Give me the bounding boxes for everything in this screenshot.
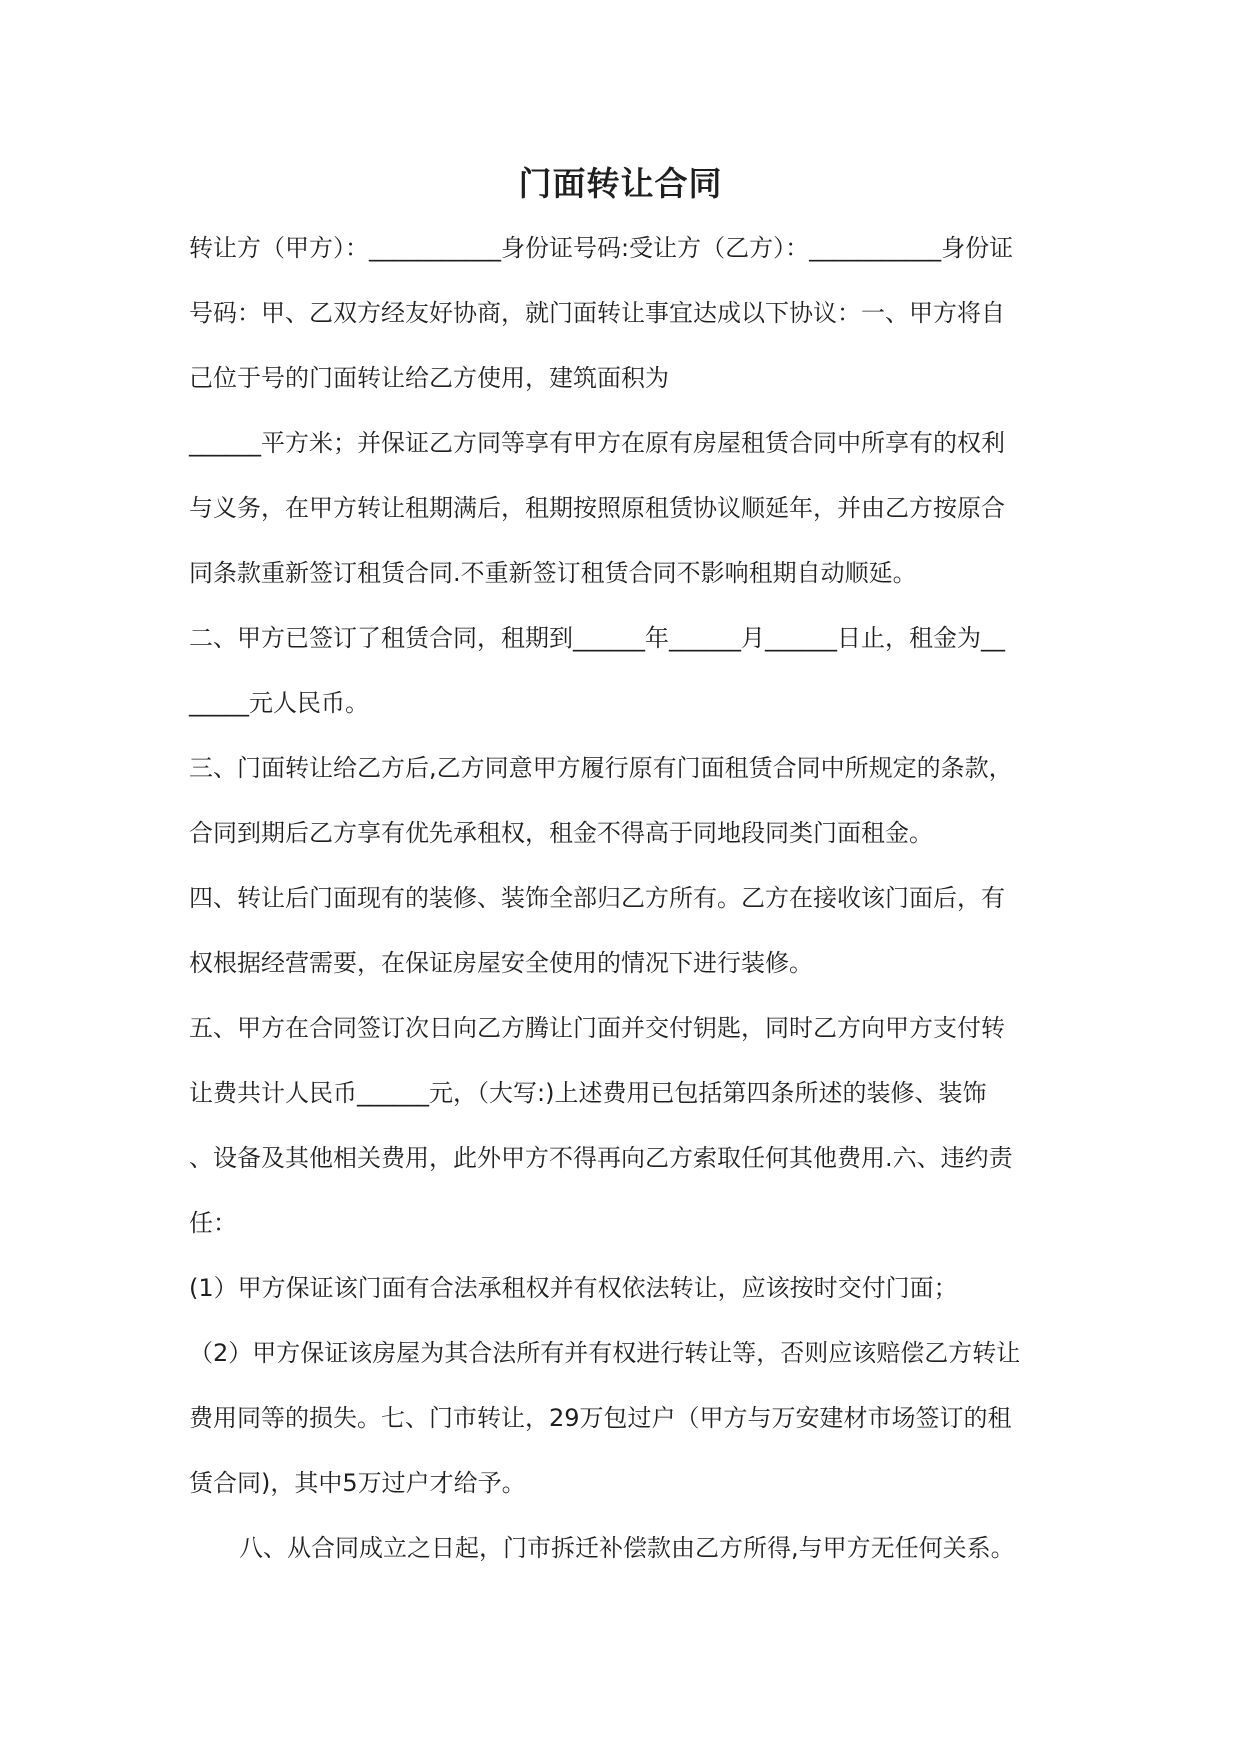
body-line-16: 任： (189, 1209, 237, 1237)
body-line-10: 合同到期后乙方享有优先承租权，租金不得高于同地段同类门面租金。 (189, 819, 933, 847)
body-line-15: 、设备及其他相关费用，此外甲方不得再向乙方索取任何其他费用.六、违约责 (189, 1144, 1013, 1172)
body-line-21: 八、从合同成立之日起，门市拆迁补偿款由乙方所得,与甲方无任何关系。 (239, 1534, 1015, 1562)
body-line-8: _____元人民币。 (189, 689, 369, 717)
body-line-19: 费用同等的损失。七、门市转让，29万包过户（甲方与万安建材市场签订的租 (189, 1404, 1012, 1432)
body-line-5: 与义务，在甲方转让租期满后，租期按照原租赁协议顺延年，并由乙方按原合 (189, 494, 1005, 522)
body-line-7: 二、甲方已签订了租赁合同，租期到______年______月______日止，租金为__ (189, 624, 1005, 652)
body-line-1: 转让方（甲方）：___________身份证号码:受让方（乙方）：___________身份证 (189, 234, 1014, 262)
body-line-17: (1）甲方保证该门面有合法承租权并有权依法转让，应该按时交付门面； (189, 1274, 958, 1302)
body-line-20: 赁合同)，其中5万过户才给予。 (189, 1469, 526, 1497)
body-line-12: 权根据经营需要，在保证房屋安全使用的情况下进行装修。 (189, 949, 813, 977)
body-line-13: 五、甲方在合同签订次日向乙方腾让门面并交付钥匙，同时乙方向甲方支付转 (189, 1014, 1005, 1042)
document-title: 门面转让合同 (518, 164, 723, 203)
body-line-2: 号码：甲、乙双方经友好协商，就门面转让事宜达成以下协议：一、甲方将自 (189, 299, 1005, 327)
body-line-11: 四、转让后门面现有的装修、装饰全部归乙方所有。乙方在接收该门面后，有 (189, 884, 1005, 912)
body-line-6: 同条款重新签订租赁合同.不重新签订租赁合同不影响租期自动顺延。 (189, 559, 917, 587)
body-line-3: 己位于号的门面转让给乙方使用，建筑面积为 (189, 364, 669, 392)
body-line-4: ______平方米；并保证乙方同等享有甲方在原有房屋租赁合同中所享有的权利 (189, 429, 1005, 457)
body-line-14: 让费共计人民币______元，（大写:)上述费用已包括第四条所述的装修、装饰 (189, 1079, 987, 1107)
body-line-18: （2）甲方保证该房屋为其合法所有并有权进行转让等，否则应该赔偿乙方转让 (189, 1339, 1021, 1367)
body-line-9: 三、门面转让给乙方后,乙方同意甲方履行原有门面租赁合同中所规定的条款， (189, 754, 1013, 782)
